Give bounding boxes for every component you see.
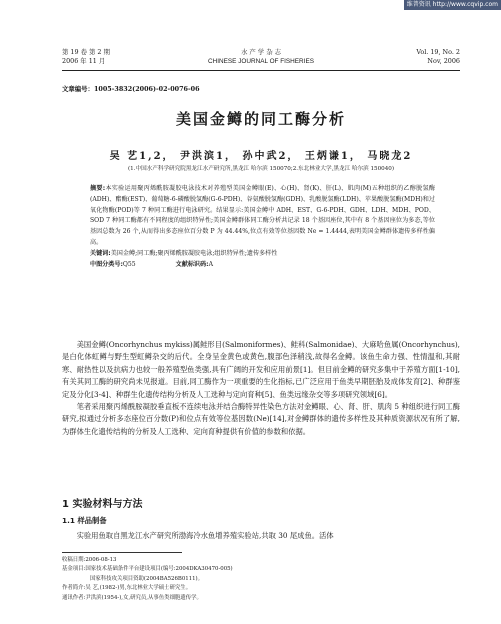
footnote-divider [62,552,182,553]
volume-en: Vol. 19, No. 2 [416,48,460,56]
section-heading: 1 实验材料与方法 [62,499,143,510]
footnote-received: 收稿日期:2006-08-13 [62,557,117,563]
footnotes [62,556,460,603]
doc-code: A [208,260,213,268]
subsection-heading: 1.1 样品制备 [62,516,107,525]
keywords [90,249,435,260]
body-text [62,339,460,438]
volume-cn: 第 19 卷 第 2 期 [62,48,110,56]
footnote-correspondent: 通讯作者:尹洪滨(1954-),女,研究员,从事鱼类细胞遗传学。 [62,594,202,601]
subsection-text: 实验用鱼取自黑龙江水产研究所渤海冷水鱼增养殖实验站,共取 30 尾成鱼。活体 [76,531,334,540]
journal-name-en: CHINESE JOURNAL OF FISHERIES [208,58,314,65]
article-number: 文章编号：1005-3832(2006)-02-0076-06 [62,85,200,93]
date-cn: 2006 年 11 月 [62,57,106,65]
watermark: 维普资讯 http://www.cqvip.com [404,0,501,10]
authors: 吴 艺1,2， 尹洪滨1， 孙中武2， 王炳谦1， 马晓龙2 [109,151,413,162]
footnote-author: 作者简介:吴 艺,(1982-)男,东北林业大学硕士研究生。 [62,585,192,592]
abstract-label: 摘要: [90,185,106,192]
footnote-funding: 基金项目:国家技术基础条件平台建设项目(编号:2004DKA30470-005) [62,566,233,573]
footnote-funding-cont: 国家科技攻关项目资助(2004BA526B0111)。 [90,575,204,582]
affiliation: (1.中国水产科学研究院黑龙江水产研究所,黑龙江 哈尔滨 150070;2.东北林业大学,黑龙江 哈尔滨 150040) [127,166,395,172]
doc-code-label: 文献标识码: [175,260,209,268]
body-paragraph: 美国金鳟(Oncorhynchus mykiss)属鲑形目(Salmoniformes)、鲑科(Salmonidae)、大麻哈鱼属(Oncorhynchus),是白化体虹鳟与野生型虹鳟杂交的后代。全身呈金黄色或黄色,腹部色泽稍浅,故得名金鳟。该鱼生命力强、性情温和,其耐寒、耐热性以及抗病力也较一般养殖型鱼类强,具有广阔的开发和应用前景[1]。但目前金鳟的研究多集中于养殖方面[1-10],有关其同工酶的研究尚未见报道。目前,同工酶作为一项重要的生化指标,已广泛应用于鱼类早期胚胎及成体发育[2]、种群鉴定及分化[3-4]、种群生化遗传结构分析及人工选种与定向育种[5]、鱼类远缘杂交等多项研究领域[6]。 [62,340,460,399]
abstract [90,184,435,249]
classification [90,260,435,271]
body-paragraph: 笔者采用聚丙烯酰胺凝胶垂直板不连续电泳并结合酶特异性染色方法对金鳟眼、心、肾、肝、肌肉 5 种组织进行同工酶研究,拟通过分析多态座位百分数(P)和位点有效等位基因数(Ne)[14],对金鳟群体的遗传多样性及其种质资源状况有所了解,为群体生化遗传结构的分析及人工选种、定向育种提供有价值的参数和依据。 [62,402,460,436]
journal-header [62,48,460,71]
clc-code: Q55 [122,260,136,268]
journal-name-cn: 水 产 学 杂 志 [240,48,282,56]
keywords-label: 关键词: [90,249,111,257]
date-en: Nov, 2006 [427,57,460,65]
keywords-text: 美国金鳟;同工酶;聚丙烯酰胺凝胶电泳;组织特异性;遗传多样性 [110,249,278,257]
clc-label: 中图分类号: [90,260,123,268]
paper-title: 美国金鳟的同工酶分析 [175,110,346,128]
abstract-block [90,184,435,270]
abstract-text: 本实验运用聚丙烯酰胺凝胶电泳技术对养殖型美国金鳟眼(E)、心(H)、肾(K)、肝(L)、肌肉(M)五种组织的乙醇脱氢酶(ADH)、酯酶(EST)、葡萄糖-6-磷酸脱氢酶(G-6-PDH)、谷氨酸脱氢酶(GDH)、乳酸脱氢酶(LDH)、苹果酸脱氢酶(MDH)和过氧化物酶(POD)等 7 种同工酶进行电泳研究。结果显示:美国金鳟中 ADH、EST、G-6-PDH、GDH、LDH、MDH、POD、SOD 7 种同工酶都有不同程度的组织特异性;美国金鳟群体同工酶分析共记录 18 个基因座位,其中有 8 个基因座位为多态,等位基因总数为 26 个,从而得出多态座位百分数 P 为 44.44%,位点有效等位基因数 Ne = 1.4444,表明美国金鳟群体遗传多样性偏高。 [90,185,436,246]
